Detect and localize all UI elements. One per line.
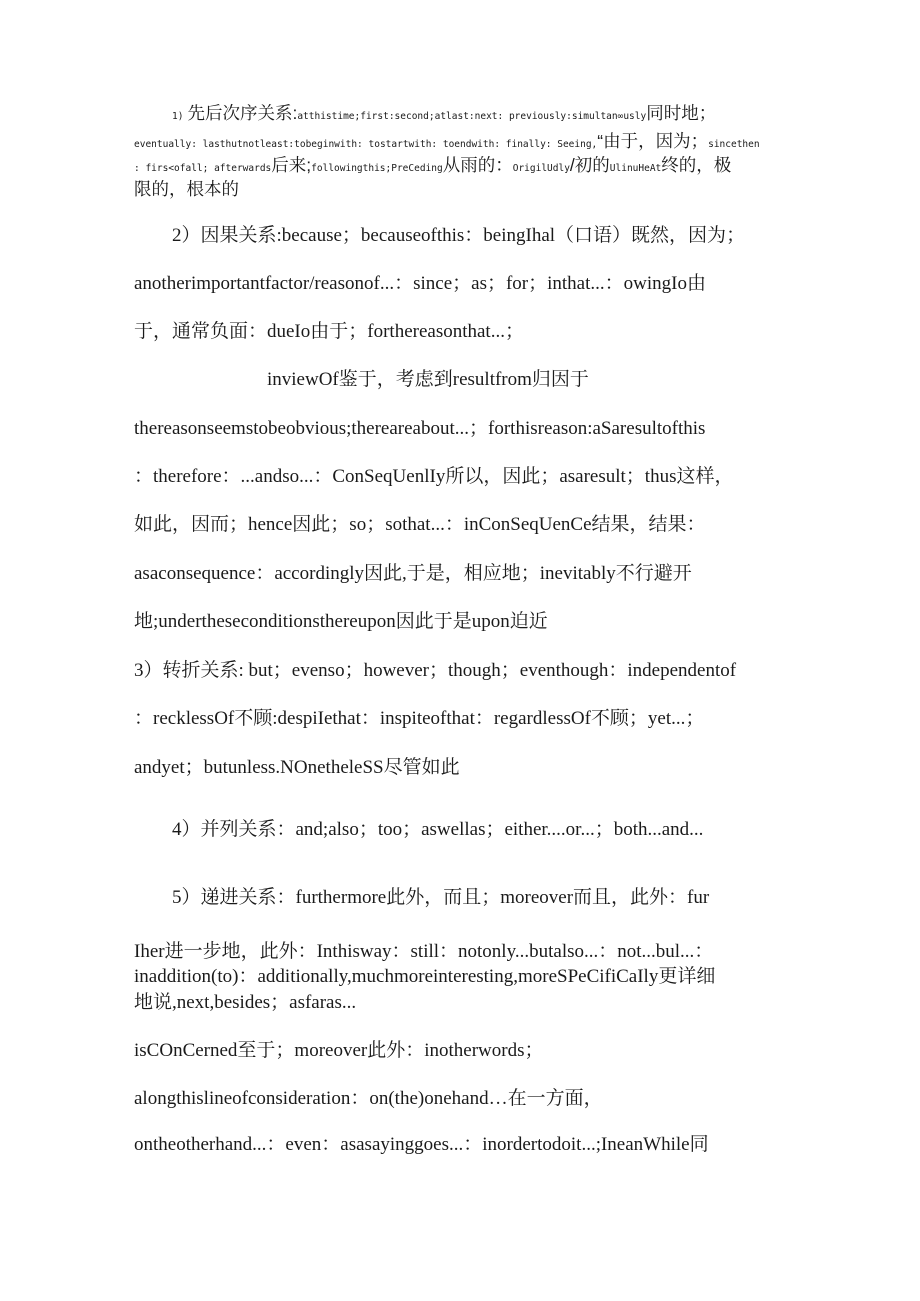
s5-line-1: 5）递进关系：furthermore此外，而且；moreover而且，此外：fur xyxy=(172,887,710,908)
s5-line-7: ontheotherhand...：even：asasayinggoes...：inordertodoit...;IneanWhile同 xyxy=(134,1134,709,1155)
s1-cjk-3d: 终的，极 xyxy=(661,155,732,175)
s3-line-3: andyet；butunless.NOnetheleSS尽管如此 xyxy=(134,757,460,778)
s1-terms-2: eventually: lasthutnotleast:tobeginwith: tostartwith: toendwith: finally: Seeing, xyxy=(134,139,598,150)
s5-line-4: 地说,next,besides；asfaras... xyxy=(134,992,357,1013)
s2-line-7: 如此，因而；hence因此；so；sothat...：inConSeqUenCe结果，结果： xyxy=(134,514,706,535)
s1-line-1 xyxy=(172,102,716,128)
s1-terms-3a: : firs<ofall; afterwards xyxy=(134,163,272,174)
s1-cjk-3a: 后来; xyxy=(271,155,312,175)
s1-tail-2: “由于，因为； xyxy=(597,131,709,151)
s2-line-8: asaconsequence：accordingly因此,于是，相应地；inevitably不行避开 xyxy=(134,563,692,584)
s3-line-2: ：recklessOf不顾:despiIethat：inspiteofthat：regardlessOf不顾；yet...； xyxy=(134,708,705,729)
s1-terms-3b: followingthis;PreCeding xyxy=(311,163,443,174)
s2-line-3: 于，通常负面：dueIo由于；forthereasonthat...； xyxy=(134,321,524,342)
s5-line-3: inaddition(to)：additionally,muchmoreinteresting,moreSPeCifiCaIly更详细 xyxy=(134,966,716,987)
s3-line-1: 3）转折关系: but；evenso；however；though；eventhough：independentof xyxy=(134,660,737,681)
s1-line-3 xyxy=(134,154,731,180)
s1-terms-1: atthistime;first:second;atlast:next: previously:simultan∞usly xyxy=(297,111,647,122)
s5-line-2: Iher进一步地，此外：Inthisway：still：notonly...butalso...：not...bul...： xyxy=(134,941,714,962)
s2-line-9: 地;undertheseconditionsthereupon因此于是upon迫近 xyxy=(134,611,548,632)
s4-line-1: 4）并列关系：and;also；too；aswellas；either....or...；both...and... xyxy=(172,819,704,840)
s5-line-5: isCOnCerned至于；moreover此外：inotherwords； xyxy=(134,1040,544,1061)
s5-line-6: alongthislineofconsideration：on(the)onehand…在一方面， xyxy=(134,1088,603,1109)
s2-line-2: anotherimportantfactor/reasonof...：since；as；for；inthat...：owingIo由 xyxy=(134,273,706,294)
s1-line-2 xyxy=(134,130,760,156)
s2-line-4: inviewOf鉴于，考虑到resultfrom归因于 xyxy=(267,369,589,390)
s1-line-4 xyxy=(134,178,239,200)
s1-cjk-3b: 从雨的： xyxy=(442,155,513,175)
s1-cjk-3c: /初的 xyxy=(569,155,610,175)
s1-text-4: 限的，根本的 xyxy=(134,179,239,199)
s1-marker: 1) xyxy=(172,111,184,122)
s1-tail-1: 同时地； xyxy=(646,103,717,123)
s1-terms-2b: sincethen xyxy=(708,139,760,150)
s2-line-5: thereasonseemstobeobvious;thereareabout...；forthisreason:aSaresultofthis xyxy=(134,418,706,439)
s1-heading: 先后次序关系: xyxy=(187,103,298,123)
s2-line-1: 2）因果关系:because；becauseofthis：beingIhal（口语）既然，因为； xyxy=(172,225,746,246)
s1-terms-3c: OrigilUdly xyxy=(512,163,570,174)
s1-terms-3d: UlinuHeAt xyxy=(609,163,662,174)
s2-line-6: ：therefore：...andso...：ConSeqUenlIy所以，因此；asaresult；thus这样， xyxy=(134,466,734,487)
